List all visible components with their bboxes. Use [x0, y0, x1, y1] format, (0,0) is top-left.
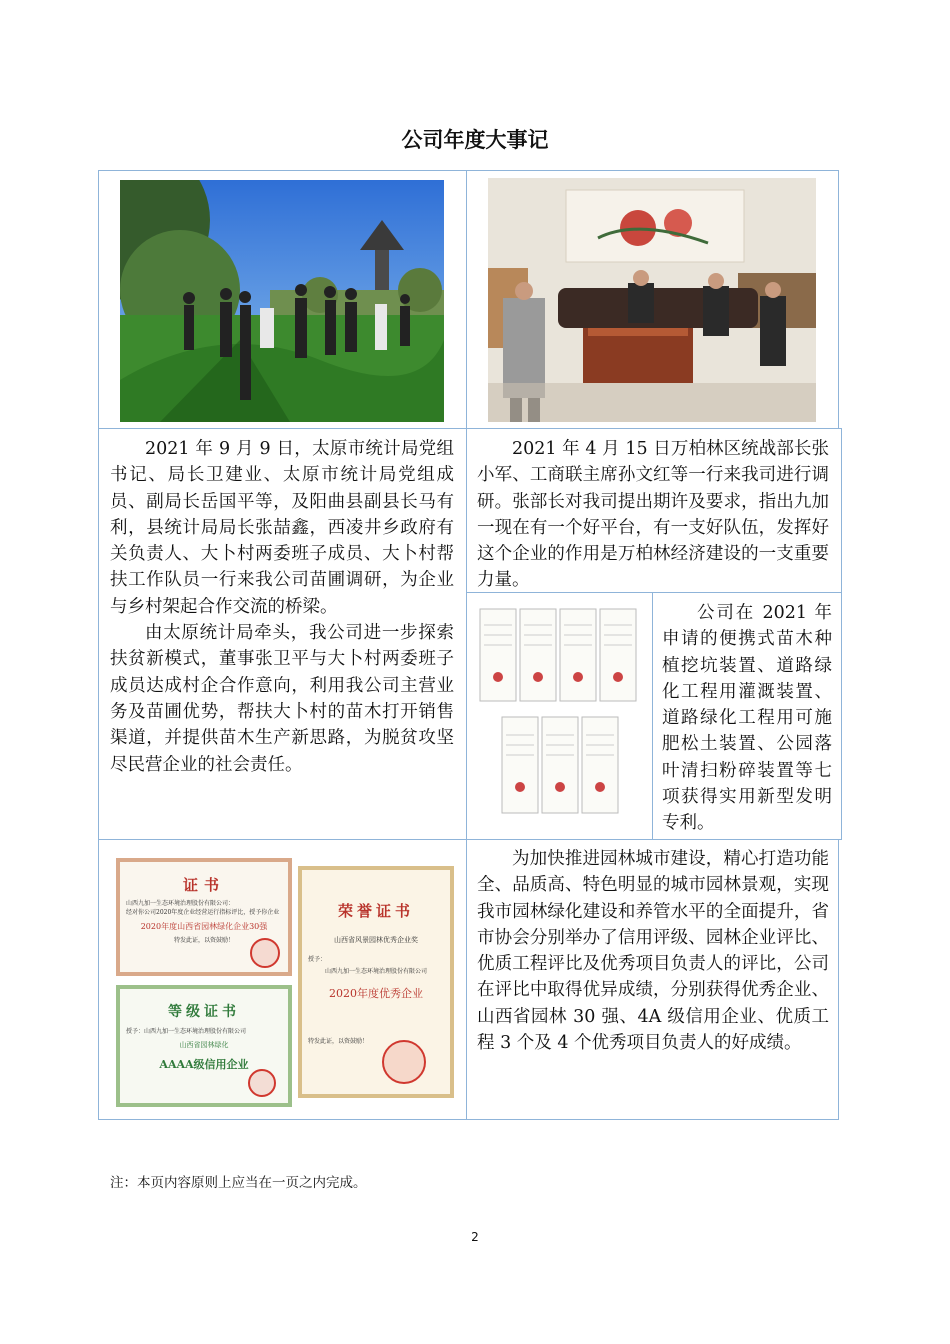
patent-certificates-image	[478, 605, 642, 817]
event-4-paragraph-1: 为加快推进园林城市建设，精心打造功能全、品质高、特色明显的城市园林景观，实现我市园林绿化建设和养管水平的全面提升，省市协会分别举办了信用评级、园林企业评比、优质工程评比及优秀项目负责人的评比，公司在评比中取得优异成绩，分别获得优秀企业、山西省园林 30 强、4A 级信用企业、优质工程 3 个及 4 个优秀项目负责人的好成绩。	[477, 849, 829, 1054]
certificate-1-heading: 证书	[182, 876, 225, 894]
page-number: 2	[471, 1230, 479, 1244]
event-1-paragraph-2: 由太原统计局牵头，我公司进一步探索扶贫新模式，董事张卫平与大卜村两委班子成员达成村企合作意向，利用我公司主营业务及苗圃优势，帮扶大卜村的苗木打开销售渠道，并提供苗木生产新思路，为脱贫攻坚尽民营企业的社会责任。	[110, 623, 454, 775]
nursery-visit-photo	[120, 180, 444, 422]
patent-certificates-illustration	[478, 605, 642, 817]
certificate-1-footer: 特发此证，以资鼓励！	[173, 937, 234, 944]
office-meeting-photo	[488, 178, 816, 422]
event-2-paragraph-1: 2021 年 4 月 15 日万柏林区统战部长张小军、工商联主席孙文红等一行来我司进行调研。张部长对我司提出期许及要求，指出九加一现在有一个好平台，有一支好队伍，发挥好这个企业的作用是万柏林经济建设的一支重要力量。	[477, 439, 829, 591]
event-3-paragraph-1: 公司在 2021 年申请的便携式苗木种植挖坑装置、道路绿化工程用灌溉装置、道路绿化工程用可施肥松土装置、公园落叶清扫粉碎装置等七项获得实用新型发明专利。	[662, 603, 832, 834]
certificate-3-seal	[382, 1040, 426, 1084]
certificate-2-line-1: 授予：山西九加一生态环境治理股份有限公司	[126, 1028, 247, 1035]
certificate-2-award: AAAA级信用企业	[159, 1058, 249, 1071]
certificate-3-line-1: 山西省风景园林优秀企业奖	[334, 936, 418, 944]
certificate-1-line-2: 经对你公司2020年度企业经营运行指标评比，授予你企业	[126, 909, 280, 916]
certificate-2-line-2: 山西省园林绿化	[179, 1041, 229, 1049]
event-2-text	[477, 436, 829, 594]
nursery-visit-illustration	[120, 180, 444, 422]
event-3-text	[662, 600, 832, 837]
certificate-3-heading: 荣誉证书	[337, 902, 414, 920]
certificate-3-line-2: 授予：	[308, 956, 327, 963]
certificate-aaaa-credit	[116, 985, 292, 1107]
certificate-2-seal	[248, 1069, 276, 1097]
certificate-3-footer: 特发此证，以资鼓励！	[308, 1038, 369, 1045]
event-1-paragraph-1: 2021 年 9 月 9 日，太原市统计局党组书记、局长卫建业、太原市统计局党组成员、副局长岳国平等，及阳曲县副县长马有利，县统计局局长张喆鑫，西凌井乡政府有关负责人、大卜村两委班子成员、大卜村帮扶工作队员一行来我公司苗圃调研，为企业与乡村架起合作交流的桥梁。	[110, 439, 454, 617]
office-meeting-illustration	[488, 178, 816, 422]
certificate-top-30	[116, 858, 292, 976]
certificate-3-award: 2020年度优秀企业	[329, 987, 423, 1000]
certificate-1-award: 2020年度山西省园林绿化企业30强	[140, 922, 268, 931]
footnote: 注：本页内容原则上应当在一页之内完成。	[110, 1175, 367, 1191]
certificate-excellent-enterprise	[298, 866, 454, 1098]
certificate-1-line-1: 山西九加一生态环境治理股份有限公司：	[126, 900, 235, 907]
certificate-2-heading: 等级证书	[168, 1004, 240, 1020]
page-title: 公司年度大事记	[401, 128, 549, 152]
certificate-3-company: 山西九加一生态环境治理股份有限公司	[324, 968, 427, 975]
event-4-text	[477, 846, 829, 1056]
event-1-text	[110, 436, 454, 778]
certificate-1-seal	[250, 938, 280, 968]
